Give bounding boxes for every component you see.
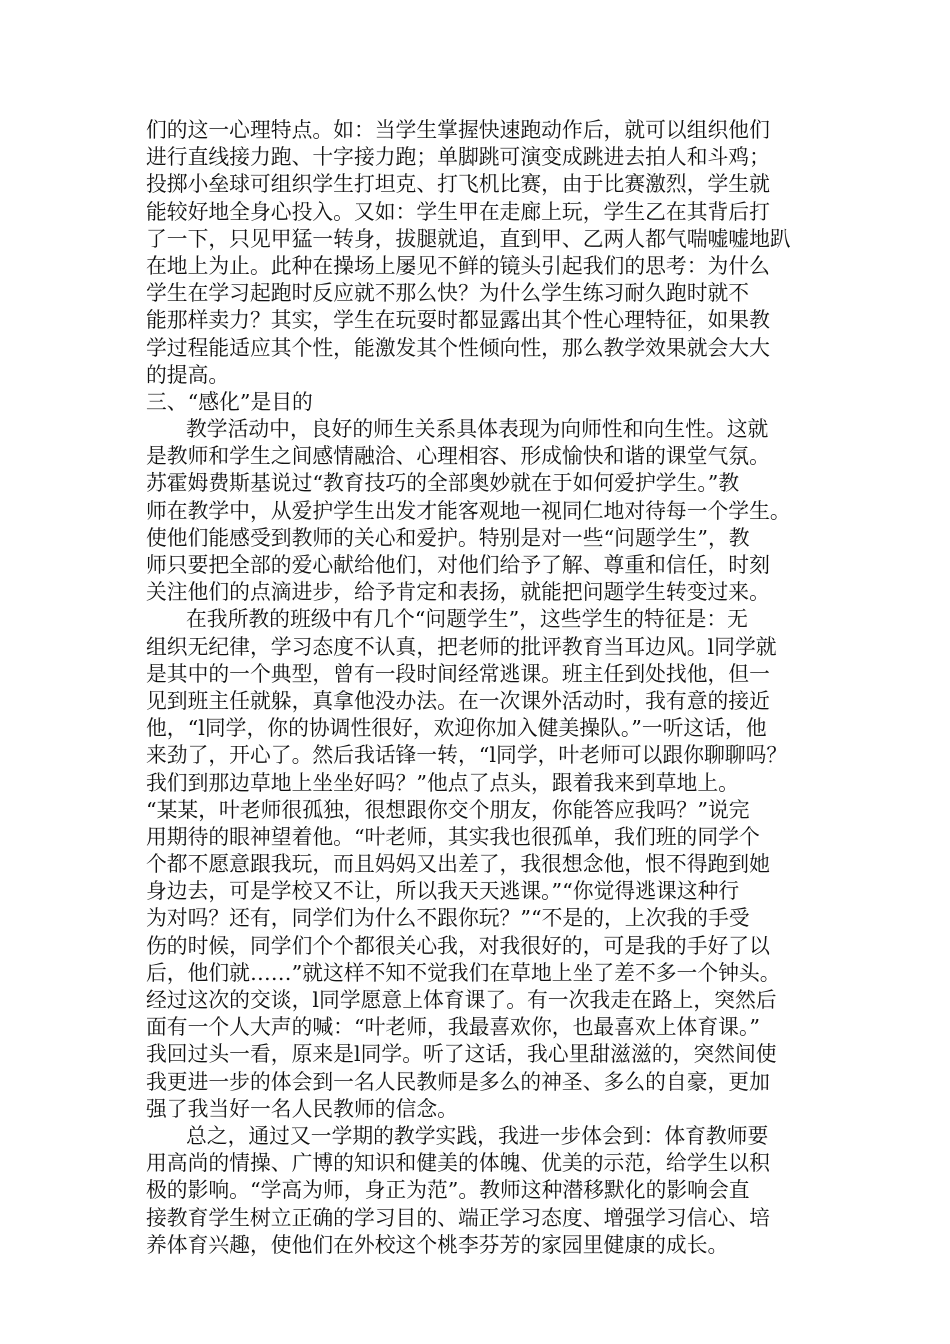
text-line: 组织无纪律，学习态度不认真，把老师的批评教育当耳边风。l同学就 — [146, 634, 777, 659]
text-line: 伤的时候，同学们个个都很关心我，对我很好的，可是我的手好了以 — [146, 933, 770, 958]
text-line: 养体育兴趣，使他们在外校这个桃李芬芳的家园里健康的成长。 — [146, 1232, 729, 1257]
text-line: 师在教学中，从爱护学生出发才能客观地一视同仁地对待每一个学生。 — [146, 498, 791, 523]
text-line: 能较好地全身心投入。又如：学生甲在走廊上玩，学生乙在其背后打 — [146, 199, 770, 224]
text-line: 面有一个人大声的喊：“叶老师，我最喜欢你，也最喜欢上体育课。” — [146, 1015, 760, 1040]
text-line: 师只要把全部的爱心献给他们，对他们给予了解、尊重和信任，时刻 — [146, 553, 770, 577]
text-line: 的提高。 — [146, 362, 230, 387]
text-line: 接教育学生树立正确的学习目的、端正学习态度、增强学习信心、培 — [146, 1205, 770, 1230]
document-body — [146, 117, 822, 1286]
text-line: 他，“l同学，你的协调性很好，欢迎你加入健美操队。”一听这话，他 — [146, 716, 767, 741]
paragraph-start: 在我所教的班级中有几个“问题学生”，这些学生的特征是：无 — [186, 607, 748, 632]
text-line: 关注他们的点滴进步，给予肯定和表扬，就能把问题学生转变过来。 — [146, 580, 770, 605]
text-line: 使他们能感受到教师的关心和爱护。特别是对一些“问题学生”，教 — [146, 525, 750, 550]
text-line: 们的这一心理特点。如：当学生掌握快速跑动作后，就可以组织他们 — [146, 118, 770, 142]
text-line: 了一下，只见甲猛一转身，拔腿就追，直到甲、乙两人都气喘嘘嘘地趴 — [146, 226, 791, 251]
text-line: 能那样卖力？其实，学生在玩耍时都显露出其个性心理特征，如果教 — [146, 308, 770, 333]
paragraph-start: 教学活动中，良好的师生关系具体表现为向师性和向生性。这就 — [186, 417, 769, 442]
text-line: 个都不愿意跟我玩，而且妈妈又出差了，我很想念他，恨不得跑到她 — [146, 852, 770, 877]
text-line: “某某，叶老师很孤独，很想跟你交个朋友，你能答应我吗？”说完 — [146, 797, 750, 822]
text-line: 是教师和学生之间感情融洽、心理相容、形成愉快和谐的课堂气氛。 — [146, 444, 770, 469]
text-line: 学生在学习起跑时反应就不那么快？为什么学生练习耐久跑时就不 — [146, 281, 750, 306]
text-line: 是其中的一个典型，曾有一段时间经常逃课。班主任到处找他，但一 — [146, 661, 770, 686]
text-line: 后，他们就……”就这样不知不觉我们在草地上坐了差不多一个钟头。 — [146, 960, 781, 985]
text-line — [146, 1259, 822, 1286]
text-line: 我回过头一看，原来是l同学。听了这话，我心里甜滋滋的，突然间使 — [146, 1042, 777, 1067]
text-line: 用高尚的情操、广博的知识和健美的体魄、优美的示范，给学生以积 — [146, 1151, 770, 1176]
text-line: 我们到那边草地上坐坐好吗？”他点了点头，跟着我来到草地上。 — [146, 770, 739, 795]
text-line: 用期待的眼神望着他。“叶老师，其实我也很孤单，我们班的同学个 — [146, 824, 760, 849]
text-line: 身边去，可是学校又不让，所以我天天逃课。”“你觉得逃课这种行 — [146, 879, 740, 904]
paragraph-start: 总之，通过又一学期的教学实践，我进一步体会到：体育教师要 — [186, 1123, 769, 1148]
text-line: 在地上为止。此种在操场上屡见不鲜的镜头引起我们的思考：为什么 — [146, 253, 770, 278]
text-line: 极的影响。“学高为师，身正为范”。教师这种潜移默化的影响会直 — [146, 1178, 750, 1203]
text-line: 为对吗？还有，同学们为什么不跟你玩？”“不是的，上次我的手受 — [146, 906, 750, 931]
section-heading: 三、“感化”是目的 — [146, 389, 313, 414]
text-line: 苏霍姆费斯基说过“教育技巧的全部奥妙就在于如何爱护学生。”教 — [146, 471, 740, 496]
text-line: 经过这次的交谈，l同学愿意上体育课了。有一次我走在路上，突然后 — [146, 988, 777, 1012]
text-line: 强了我当好一名人民教师的信念。 — [146, 1096, 458, 1121]
text-line: 进行直线接力跑、十字接力跑；单脚跳可演变成跳进去拍人和斗鸡； — [146, 145, 770, 170]
text-line: 我更进一步的体会到一名人民教师是多么的神圣、多么的自豪，更加 — [146, 1069, 770, 1094]
text-line: 见到班主任就躲，真拿他没办法。在一次课外活动时，我有意的接近 — [146, 688, 770, 713]
text-line: 学过程能适应其个性，能激发其个性倾向性，那么教学效果就会大大 — [146, 335, 770, 360]
text-line: 投掷小垒球可组织学生打坦克、打飞机比赛，由于比赛激烈，学生就 — [146, 172, 770, 197]
text-line: 来劲了，开心了。然后我话锋一转，“l同学，叶老师可以跟你聊聊吗？ — [146, 743, 788, 768]
